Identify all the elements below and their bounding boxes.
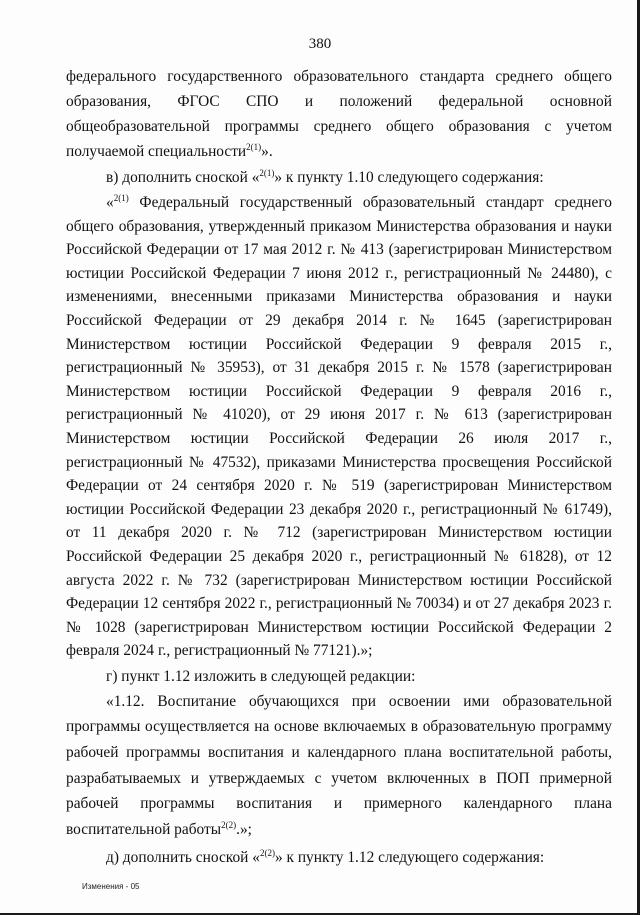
paragraph-clause-1-12 (66, 689, 612, 843)
paragraph-text: «1.12. Воспитание обучающихся при освоении ими образовательной программы осуществляется на основе включаемых в образовательную программу рабочей программы воспитания и календарного плана воспитательной работы, разрабатываемых и утверждаемых с учетом включенных в ПОП примерной рабочей программы воспитания и примерного календарного плана воспитательной работы (66, 692, 612, 838)
footnote-mark: 2(1) (259, 167, 275, 178)
paragraph-text: федерального государственного образовательного стандарта среднего общего образования, ФГОС СПО и положений федеральной основной общеобразовательной программы среднего общего образования с учетом получаемой специальности (66, 68, 612, 160)
paragraph-text: » к пункту 1.10 следующего содержания: (274, 169, 544, 186)
paragraph-item-g (66, 664, 612, 689)
page-footer: Изменения - 05 (82, 882, 140, 891)
footnote-mark: 2(1) (113, 192, 129, 203)
footnote-mark: 2(2) (259, 848, 275, 859)
paragraph-item-v (66, 165, 612, 190)
paragraph-text: Федеральный государственный образовательный стандарт среднего общего образования, утвержденный приказом Министерства образования и науки Российской Федерации от 17 мая 2012 г. № 413 (зарегистрирован Министерством юстиции Российской Федерации 7 июня 2012 г., регистрационный № 24480), с изменениями, внесенными приказами Министерства образования и науки Российской Федерации от 29 декабря 2014 г. № 1645 (зарегистрирован Министерством юстиции Российской Федерации 9 февраля 2015 г., регистрационный № 35953), от 31 декабря 2015 г. № 1578 (зарегистрирован Министерством юстиции Российской Федерации 9 февраля 2016 г., регистрационный № 41020), от 29 июня 2017 г. № 613 (зарегистрирован Министерством юстиции Российской Федерации 26 июля 2017 г., регистрационный № 47532), приказами Министерства просвещения Российской Федерации от 24 сентября 2020 г. № 519 (зарегистрирован Министерством юстиции Российской Федерации 23 декабря 2020 г., регистрационный № 61749), от 11 декабря 2020 г. № 712 (зарегистрирован Министерством юстиции Российской Федерации 25 декабря 2020 г., регистрационный № 61828), от 12 августа 2022 г. № 732 (зарегистрирован Министерством юстиции Российской Федерации 12 сентября 2022 г., регистрационный № 70034) и от 27 декабря 2023 г. № 1028 (зарегистрирован Министерством юстиции Российской Федерации 2 февраля 2024 г., регистрационный № 77121).»; (66, 194, 612, 660)
paragraph-tail: ». (261, 143, 273, 160)
paragraph-prefix: « (106, 194, 114, 211)
footnote-mark: 2(2) (221, 819, 237, 830)
paragraph-tail: .»; (236, 820, 252, 838)
paragraph-prefix: в) дополнить сноской « (106, 169, 260, 186)
paragraph-item-d (66, 845, 612, 870)
paragraph-prefix: д) дополнить сноской « (106, 849, 260, 867)
footnote-mark: 2(1) (246, 141, 262, 152)
paragraph-footnote-2-1 (66, 191, 612, 663)
document-body (66, 64, 612, 870)
page-number: 380 (308, 36, 332, 52)
paragraph-text: » к пункту 1.12 следующего содержания: (274, 849, 545, 867)
paragraph-fgos-continuation (66, 64, 612, 164)
paragraph-text: г) пункт 1.12 изложить в следующей редакции: (106, 667, 416, 685)
